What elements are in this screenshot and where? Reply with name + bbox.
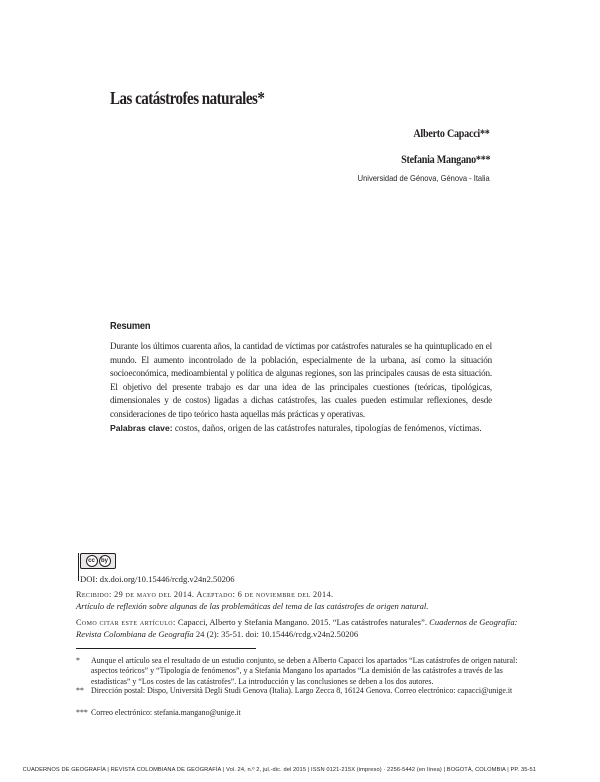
footnote-mark: *** [76, 708, 88, 717]
by-badge: by [99, 555, 111, 567]
citation [76, 617, 538, 640]
footnote-text: Aunque el artículo sea el resultado de un estudio conjunto, se deben a Alberto Capacci los apartados “Las catástrofes de origen natural: aspectos teóricos” y “Tipología de fenómenos”, y a Stefania Mangano los apartados “La demisión de las catástrofes a través de las estadísticas” y “Los costes de las catástrofes”. La introducción y las conclusiones se deben a los dos autores. [91, 656, 518, 686]
footnote-mark: ** [76, 686, 84, 695]
keywords-label: Palabras clave: [110, 423, 173, 433]
keywords-list: costos, daños, origen de las catástrofes naturales, tipologías de fenómenos, víctimas. [174, 423, 482, 433]
doi-link[interactable]: DOI: dx.doi.org/10.15446/rcdg.v24n2.50206 [80, 574, 235, 584]
article-title: Las catástrofes naturales* [110, 88, 265, 108]
author-capacci: Alberto Capacci** [413, 128, 490, 140]
cc-badge: cc [86, 555, 98, 567]
citation-text: Capacci, Alberto y Stefania Mangano. 2015. “Las catástrofes naturales”. [177, 617, 427, 627]
page-footer: CUADERNOS DE GEOGRAFÍA | REVISTA COLOMBIANA DE GEOGRAFÍA | Vol. 24, n.º 2, jul.-dic. del 2015 | ISSN 0121-215X (impreso) · 2256-5442 (en línea) | BOGOTÁ, COLOMBIA | PP. 35-51 [22, 767, 536, 773]
footnote [76, 708, 538, 718]
creative-commons-icon[interactable] [80, 553, 116, 569]
footnote-rule [76, 648, 256, 649]
author-affiliation: Universidad de Génova, Génova - Italia [358, 173, 490, 183]
abstract-heading: Resumen [110, 320, 151, 332]
citation-rest: 24 (2): 35-51. doi: 10.15446/rcdg.v24n2.50206 [195, 628, 359, 639]
citation-journal: Cuadernos de Geografía: Revista Colombiana de Geografía [76, 617, 518, 639]
dates-text: Recibido: 29 de mayo del 2014. Aceptado: 6 de noviembre del 2014. [76, 590, 334, 599]
footnote-mark: * [76, 656, 80, 665]
divider [78, 553, 79, 581]
citation-label: Como citar este artículo: [76, 618, 176, 627]
abstract-body: Durante los últimos cuarenta años, la cantidad de víctimas por catástrofes naturales se ha quintuplicado en el mundo. El aumento incontrolado de la población, especialmente de la urbana, así como la situación socioeconómica, medioambiental y política de algunas regiones, son las principales causas de esta situación. El objetivo del presente trabajo es dar una idea de las principales cuestiones (teóricas, tipológicas, dimensionales y de costos) ligadas a dichas catástrofes, las cuales pueden estimular reflexiones, desde consideraciones de tipo teórico hasta aquellas más prácticas y operativas. [110, 341, 492, 419]
article-type-note: Artículo de reflexión sobre algunas de las problemáticas del tema de las catástrofes de origen natural. [76, 600, 429, 611]
footnote [76, 686, 538, 696]
author-mangano: Stefania Mangano*** [400, 154, 490, 166]
footnote-text: Correo electrónico: stefania.mangano@unige.it [91, 708, 241, 717]
received-accepted-dates [76, 589, 538, 612]
footnote [76, 656, 538, 687]
footnote-text: Dirección postal: Dispo, Università Degli Studi Genova (Italia). Largo Zecca 8, 16124 Genova. Correo electrónico: capacci@unige.it [91, 686, 513, 695]
keywords [110, 422, 492, 435]
